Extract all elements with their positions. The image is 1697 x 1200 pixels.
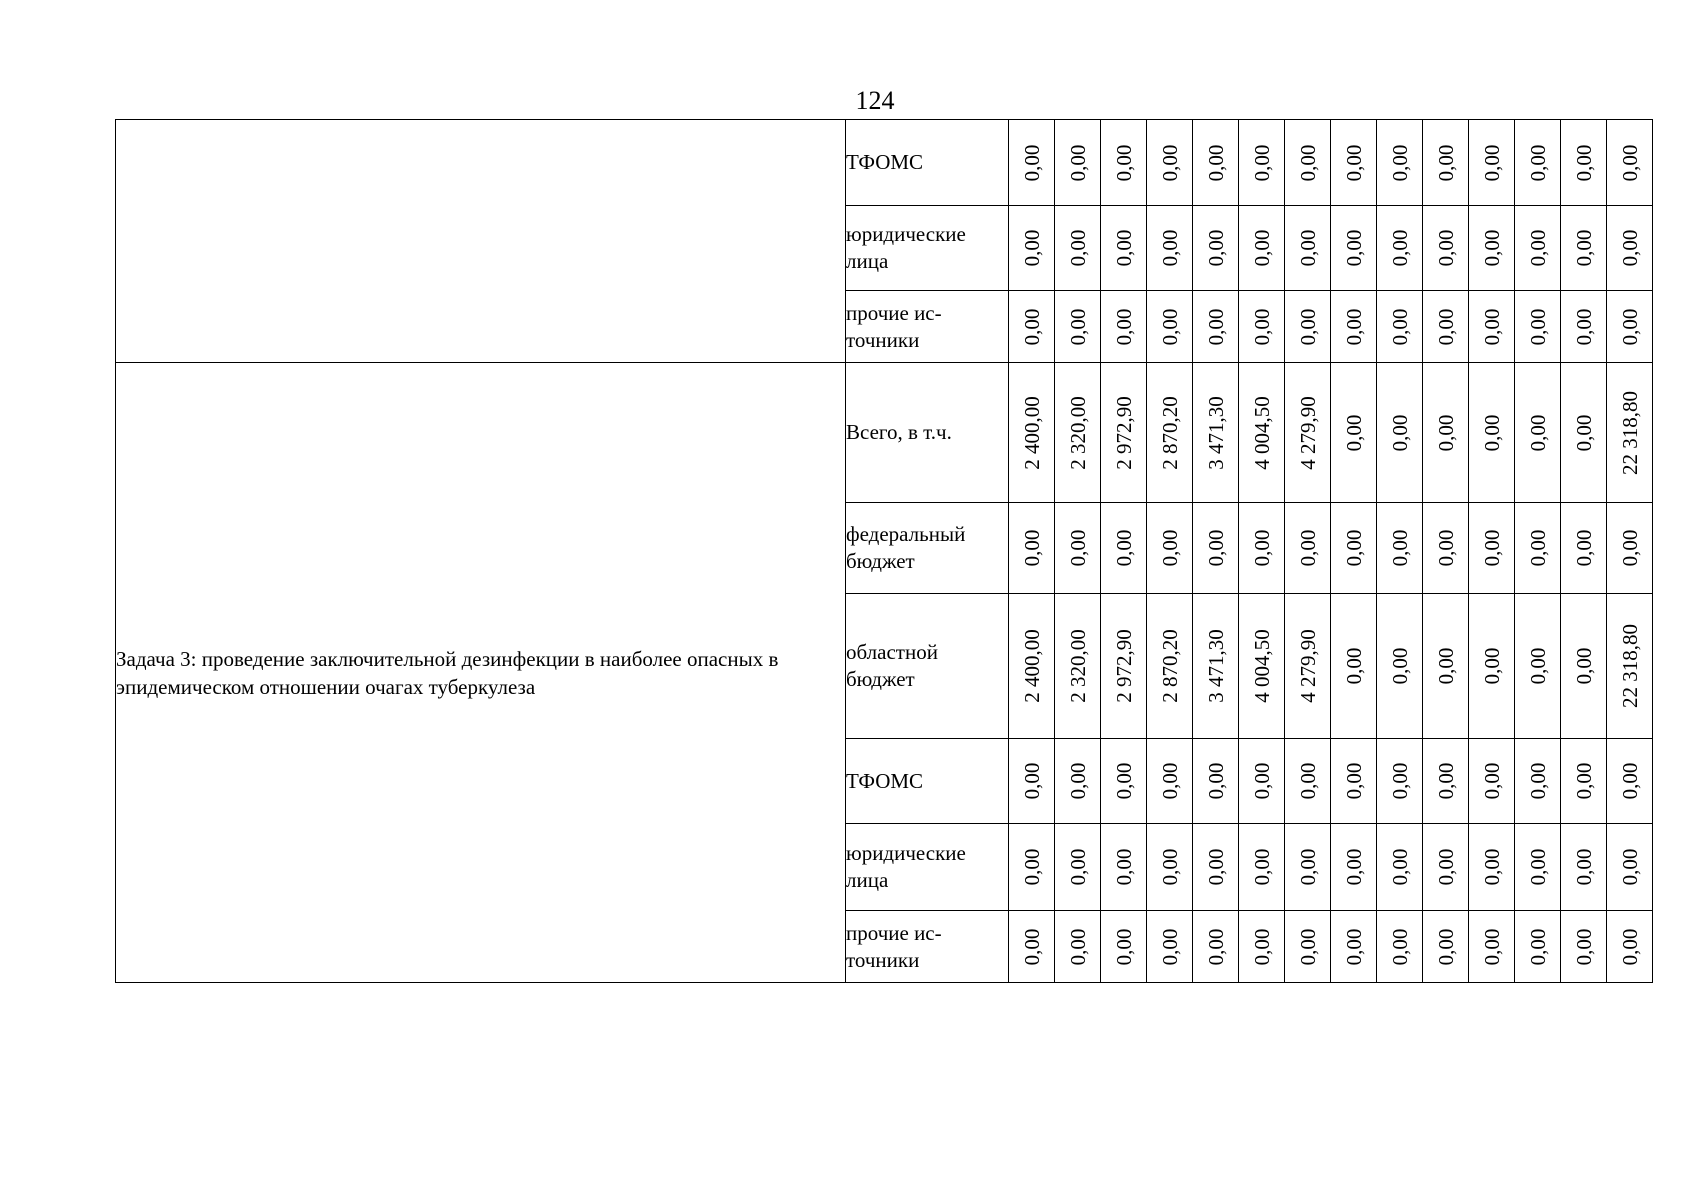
value-text: 0,00	[1341, 647, 1366, 685]
value-text: 0,00	[1525, 529, 1550, 567]
value-cell	[1331, 206, 1377, 291]
value-cell	[1331, 363, 1377, 503]
value-text: 2 972,90	[1111, 629, 1136, 703]
value-text: 0,00	[1249, 762, 1274, 800]
value-cell	[1193, 594, 1239, 739]
value-cell	[1055, 824, 1101, 911]
value-text: 2 400,00	[1019, 629, 1044, 703]
funding-source-cell: юридические лица	[846, 824, 1009, 911]
value-text: 0,00	[1525, 414, 1550, 451]
value-cell	[1285, 911, 1331, 983]
value-cell	[1423, 739, 1469, 824]
value-cell	[1009, 363, 1055, 503]
value-cell	[1377, 363, 1423, 503]
value-text: 0,00	[1203, 928, 1228, 965]
value-cell	[1423, 911, 1469, 983]
value-cell	[1561, 824, 1607, 911]
value-text: 0,00	[1157, 144, 1182, 181]
value-text: 0,00	[1111, 762, 1136, 800]
value-cell	[1607, 594, 1653, 739]
value-text: 0,00	[1479, 414, 1504, 451]
table-row	[116, 363, 1653, 503]
value-cell	[1239, 503, 1285, 594]
value-cell	[1561, 291, 1607, 363]
value-cell	[1239, 824, 1285, 911]
value-text: 0,00	[1525, 647, 1550, 685]
value-cell	[1193, 291, 1239, 363]
value-text: 0,00	[1525, 762, 1550, 800]
value-text: 0,00	[1617, 144, 1642, 181]
value-text: 0,00	[1249, 308, 1274, 345]
value-text: 0,00	[1157, 762, 1182, 800]
value-cell	[1515, 503, 1561, 594]
value-text: 0,00	[1019, 848, 1044, 886]
value-cell	[1055, 594, 1101, 739]
value-cell	[1377, 739, 1423, 824]
value-text: 0,00	[1571, 529, 1596, 567]
page-number-text: 124	[855, 86, 895, 115]
value-text: 0,00	[1341, 848, 1366, 886]
value-cell	[1101, 206, 1147, 291]
value-cell	[1193, 206, 1239, 291]
value-text: 0,00	[1387, 414, 1412, 451]
value-cell	[1285, 503, 1331, 594]
value-cell	[1561, 739, 1607, 824]
value-text: 0,00	[1249, 848, 1274, 886]
value-text: 4 279,90	[1295, 629, 1320, 703]
value-cell	[1423, 120, 1469, 206]
value-cell	[1377, 206, 1423, 291]
value-text: 0,00	[1617, 308, 1642, 345]
value-text: 4 279,90	[1295, 395, 1320, 470]
value-cell	[1147, 911, 1193, 983]
financing-table-body	[116, 120, 1653, 983]
value-cell	[1469, 824, 1515, 911]
value-cell	[1607, 291, 1653, 363]
value-text: 0,00	[1111, 144, 1136, 181]
value-cell	[1423, 363, 1469, 503]
value-text: 0,00	[1019, 762, 1044, 800]
value-cell	[1147, 739, 1193, 824]
value-cell	[1515, 363, 1561, 503]
value-text: 0,00	[1295, 229, 1320, 267]
value-cell	[1515, 291, 1561, 363]
value-text: 0,00	[1019, 229, 1044, 267]
value-cell	[1285, 363, 1331, 503]
value-cell	[1561, 363, 1607, 503]
value-cell	[1101, 503, 1147, 594]
value-cell	[1607, 739, 1653, 824]
value-text: 0,00	[1433, 762, 1458, 800]
value-cell	[1561, 503, 1607, 594]
value-text: 0,00	[1341, 144, 1366, 181]
value-text: 0,00	[1525, 928, 1550, 965]
value-cell	[1009, 594, 1055, 739]
value-text: 22 318,80	[1617, 390, 1642, 475]
value-text: 0,00	[1571, 144, 1596, 181]
value-text: 0,00	[1571, 848, 1596, 886]
value-text: 0,00	[1249, 144, 1274, 181]
value-cell	[1607, 824, 1653, 911]
value-text: 2 870,20	[1157, 395, 1182, 470]
value-text: 0,00	[1157, 529, 1182, 567]
value-text: 0,00	[1111, 308, 1136, 345]
value-text: 2 320,00	[1065, 629, 1090, 703]
value-text: 0,00	[1479, 529, 1504, 567]
value-cell	[1055, 739, 1101, 824]
value-cell	[1193, 503, 1239, 594]
value-text: 0,00	[1387, 144, 1412, 181]
value-cell	[1607, 503, 1653, 594]
value-text: 0,00	[1203, 762, 1228, 800]
value-cell	[1101, 911, 1147, 983]
value-text: 0,00	[1341, 762, 1366, 800]
value-cell	[1285, 206, 1331, 291]
value-cell	[1193, 120, 1239, 206]
value-cell	[1101, 824, 1147, 911]
value-text: 2 320,00	[1065, 395, 1090, 470]
value-cell	[1331, 594, 1377, 739]
value-cell	[1147, 206, 1193, 291]
value-text: 0,00	[1111, 848, 1136, 886]
value-cell	[1009, 911, 1055, 983]
value-text: 0,00	[1433, 928, 1458, 965]
value-cell	[1377, 503, 1423, 594]
value-cell	[1607, 911, 1653, 983]
value-text: 0,00	[1617, 529, 1642, 567]
value-cell	[1147, 594, 1193, 739]
value-text: 0,00	[1617, 848, 1642, 886]
value-cell	[1239, 739, 1285, 824]
value-cell	[1331, 291, 1377, 363]
value-cell	[1469, 911, 1515, 983]
value-cell	[1239, 291, 1285, 363]
value-text: 0,00	[1111, 928, 1136, 965]
value-text: 0,00	[1157, 928, 1182, 965]
value-cell	[1101, 120, 1147, 206]
value-text: 0,00	[1019, 308, 1044, 345]
value-cell	[1101, 594, 1147, 739]
value-text: 0,00	[1433, 414, 1458, 451]
value-text: 0,00	[1387, 308, 1412, 345]
value-cell	[1239, 206, 1285, 291]
value-text: 0,00	[1019, 144, 1044, 181]
value-cell	[1101, 363, 1147, 503]
value-text: 0,00	[1571, 308, 1596, 345]
value-cell	[1101, 739, 1147, 824]
value-cell	[1561, 206, 1607, 291]
value-cell	[1423, 594, 1469, 739]
funding-source-cell: областной бюджет	[846, 594, 1009, 739]
value-cell	[1147, 824, 1193, 911]
value-text: 0,00	[1341, 308, 1366, 345]
value-cell	[1055, 911, 1101, 983]
page-number	[0, 86, 1697, 116]
value-text: 22 318,80	[1617, 624, 1642, 708]
table-row	[116, 120, 1653, 206]
value-cell	[1193, 911, 1239, 983]
value-cell	[1285, 739, 1331, 824]
value-text: 0,00	[1525, 308, 1550, 345]
value-cell	[1009, 120, 1055, 206]
value-cell	[1561, 911, 1607, 983]
value-text: 0,00	[1295, 144, 1320, 181]
value-cell	[1515, 739, 1561, 824]
value-text: 0,00	[1341, 229, 1366, 267]
value-cell	[1147, 503, 1193, 594]
value-cell	[1515, 824, 1561, 911]
value-cell	[1055, 503, 1101, 594]
value-text: 2 870,20	[1157, 629, 1182, 703]
value-text: 3 471,30	[1203, 395, 1228, 470]
value-cell	[1055, 206, 1101, 291]
value-text: 0,00	[1157, 229, 1182, 267]
value-cell	[1515, 594, 1561, 739]
funding-source-cell: прочие ис-точники	[846, 291, 1009, 363]
value-text: 0,00	[1479, 308, 1504, 345]
value-cell	[1331, 739, 1377, 824]
value-cell	[1055, 120, 1101, 206]
value-text: 0,00	[1065, 229, 1090, 267]
value-cell	[1009, 824, 1055, 911]
value-text: 0,00	[1295, 308, 1320, 345]
value-cell	[1331, 911, 1377, 983]
value-cell	[1469, 120, 1515, 206]
value-cell	[1423, 206, 1469, 291]
value-cell	[1147, 120, 1193, 206]
value-text: 4 004,50	[1249, 629, 1274, 703]
value-text: 0,00	[1433, 848, 1458, 886]
value-text: 0,00	[1433, 308, 1458, 345]
value-text: 0,00	[1571, 647, 1596, 685]
value-cell	[1469, 739, 1515, 824]
value-text: 0,00	[1433, 529, 1458, 567]
task-description-cell	[116, 120, 846, 363]
value-text: 0,00	[1525, 144, 1550, 181]
value-text: 0,00	[1203, 308, 1228, 345]
value-text: 0,00	[1111, 529, 1136, 567]
value-text: 0,00	[1433, 229, 1458, 267]
value-text: 0,00	[1295, 848, 1320, 886]
value-cell	[1377, 291, 1423, 363]
value-cell	[1423, 503, 1469, 594]
value-text: 0,00	[1387, 762, 1412, 800]
value-text: 0,00	[1065, 848, 1090, 886]
value-cell	[1469, 206, 1515, 291]
value-text: 0,00	[1387, 928, 1412, 965]
value-cell	[1377, 594, 1423, 739]
value-text: 0,00	[1387, 848, 1412, 886]
value-cell	[1469, 503, 1515, 594]
funding-source-cell: ТФОМС	[846, 739, 1009, 824]
value-cell	[1331, 824, 1377, 911]
value-text: 0,00	[1249, 529, 1274, 567]
value-text: 0,00	[1019, 529, 1044, 567]
value-cell	[1607, 363, 1653, 503]
financing-table	[115, 119, 1653, 983]
value-text: 0,00	[1571, 762, 1596, 800]
value-text: 0,00	[1571, 928, 1596, 965]
value-cell	[1055, 363, 1101, 503]
value-text: 0,00	[1617, 928, 1642, 965]
value-text: 0,00	[1525, 848, 1550, 886]
value-text: 0,00	[1341, 414, 1366, 451]
value-cell	[1469, 363, 1515, 503]
value-text: 0,00	[1387, 647, 1412, 685]
value-text: 0,00	[1203, 529, 1228, 567]
value-cell	[1193, 739, 1239, 824]
value-text: 0,00	[1203, 144, 1228, 181]
value-text: 0,00	[1479, 144, 1504, 181]
value-cell	[1101, 291, 1147, 363]
value-text: 0,00	[1479, 928, 1504, 965]
value-text: 0,00	[1341, 928, 1366, 965]
value-text: 0,00	[1295, 928, 1320, 965]
value-text: 0,00	[1019, 928, 1044, 965]
value-cell	[1423, 291, 1469, 363]
value-cell	[1285, 824, 1331, 911]
value-cell	[1423, 824, 1469, 911]
value-text: 0,00	[1479, 229, 1504, 267]
value-cell	[1285, 120, 1331, 206]
value-text: 0,00	[1525, 229, 1550, 267]
value-cell	[1561, 120, 1607, 206]
value-text: 0,00	[1341, 529, 1366, 567]
value-cell	[1377, 120, 1423, 206]
value-text: 0,00	[1065, 928, 1090, 965]
value-cell	[1239, 120, 1285, 206]
value-text: 0,00	[1479, 762, 1504, 800]
value-cell	[1055, 291, 1101, 363]
value-cell	[1469, 594, 1515, 739]
value-cell	[1285, 594, 1331, 739]
value-text: 0,00	[1479, 647, 1504, 685]
value-cell	[1331, 120, 1377, 206]
value-text: 0,00	[1065, 144, 1090, 181]
value-cell	[1239, 594, 1285, 739]
value-text: 0,00	[1387, 229, 1412, 267]
value-text: 0,00	[1617, 762, 1642, 800]
value-text: 0,00	[1295, 762, 1320, 800]
value-text: 0,00	[1203, 229, 1228, 267]
value-text: 2 972,90	[1111, 395, 1136, 470]
value-text: 0,00	[1157, 308, 1182, 345]
value-text: 0,00	[1203, 848, 1228, 886]
value-cell	[1285, 291, 1331, 363]
value-text: 0,00	[1157, 848, 1182, 886]
value-text: 0,00	[1065, 762, 1090, 800]
value-cell	[1239, 911, 1285, 983]
value-text: 0,00	[1387, 529, 1412, 567]
value-cell	[1009, 206, 1055, 291]
value-text: 0,00	[1295, 529, 1320, 567]
funding-source-cell: юридические лица	[846, 206, 1009, 291]
value-text: 0,00	[1065, 529, 1090, 567]
funding-source-cell: Всего, в т.ч.	[846, 363, 1009, 503]
value-text: 0,00	[1479, 848, 1504, 886]
value-cell	[1009, 291, 1055, 363]
value-text: 0,00	[1249, 229, 1274, 267]
value-cell	[1561, 594, 1607, 739]
value-cell	[1147, 291, 1193, 363]
value-cell	[1515, 120, 1561, 206]
value-cell	[1331, 503, 1377, 594]
value-cell	[1607, 206, 1653, 291]
value-text: 0,00	[1617, 229, 1642, 267]
value-text: 0,00	[1571, 414, 1596, 451]
value-cell	[1377, 824, 1423, 911]
value-cell	[1193, 363, 1239, 503]
value-cell	[1009, 739, 1055, 824]
value-cell	[1469, 291, 1515, 363]
value-text: 0,00	[1249, 928, 1274, 965]
value-cell	[1009, 503, 1055, 594]
value-text: 0,00	[1111, 229, 1136, 267]
value-cell	[1239, 363, 1285, 503]
task-description-cell: Задача 3: проведение заключительной дезинфекции в наиболее опасных в эпидемическом отношении очагах туберкулеза	[116, 363, 846, 983]
funding-source-cell: ТФОМС	[846, 120, 1009, 206]
value-cell	[1377, 911, 1423, 983]
funding-source-cell: прочие ис-точники	[846, 911, 1009, 983]
value-cell	[1147, 363, 1193, 503]
value-text: 0,00	[1433, 144, 1458, 181]
value-text: 2 400,00	[1019, 395, 1044, 470]
value-text: 4 004,50	[1249, 395, 1274, 470]
value-text: 0,00	[1065, 308, 1090, 345]
value-text: 0,00	[1433, 647, 1458, 685]
value-cell	[1607, 120, 1653, 206]
value-text: 3 471,30	[1203, 629, 1228, 703]
value-cell	[1515, 206, 1561, 291]
value-cell	[1515, 911, 1561, 983]
funding-source-cell: федеральный бюджет	[846, 503, 1009, 594]
value-cell	[1193, 824, 1239, 911]
value-text: 0,00	[1571, 229, 1596, 267]
